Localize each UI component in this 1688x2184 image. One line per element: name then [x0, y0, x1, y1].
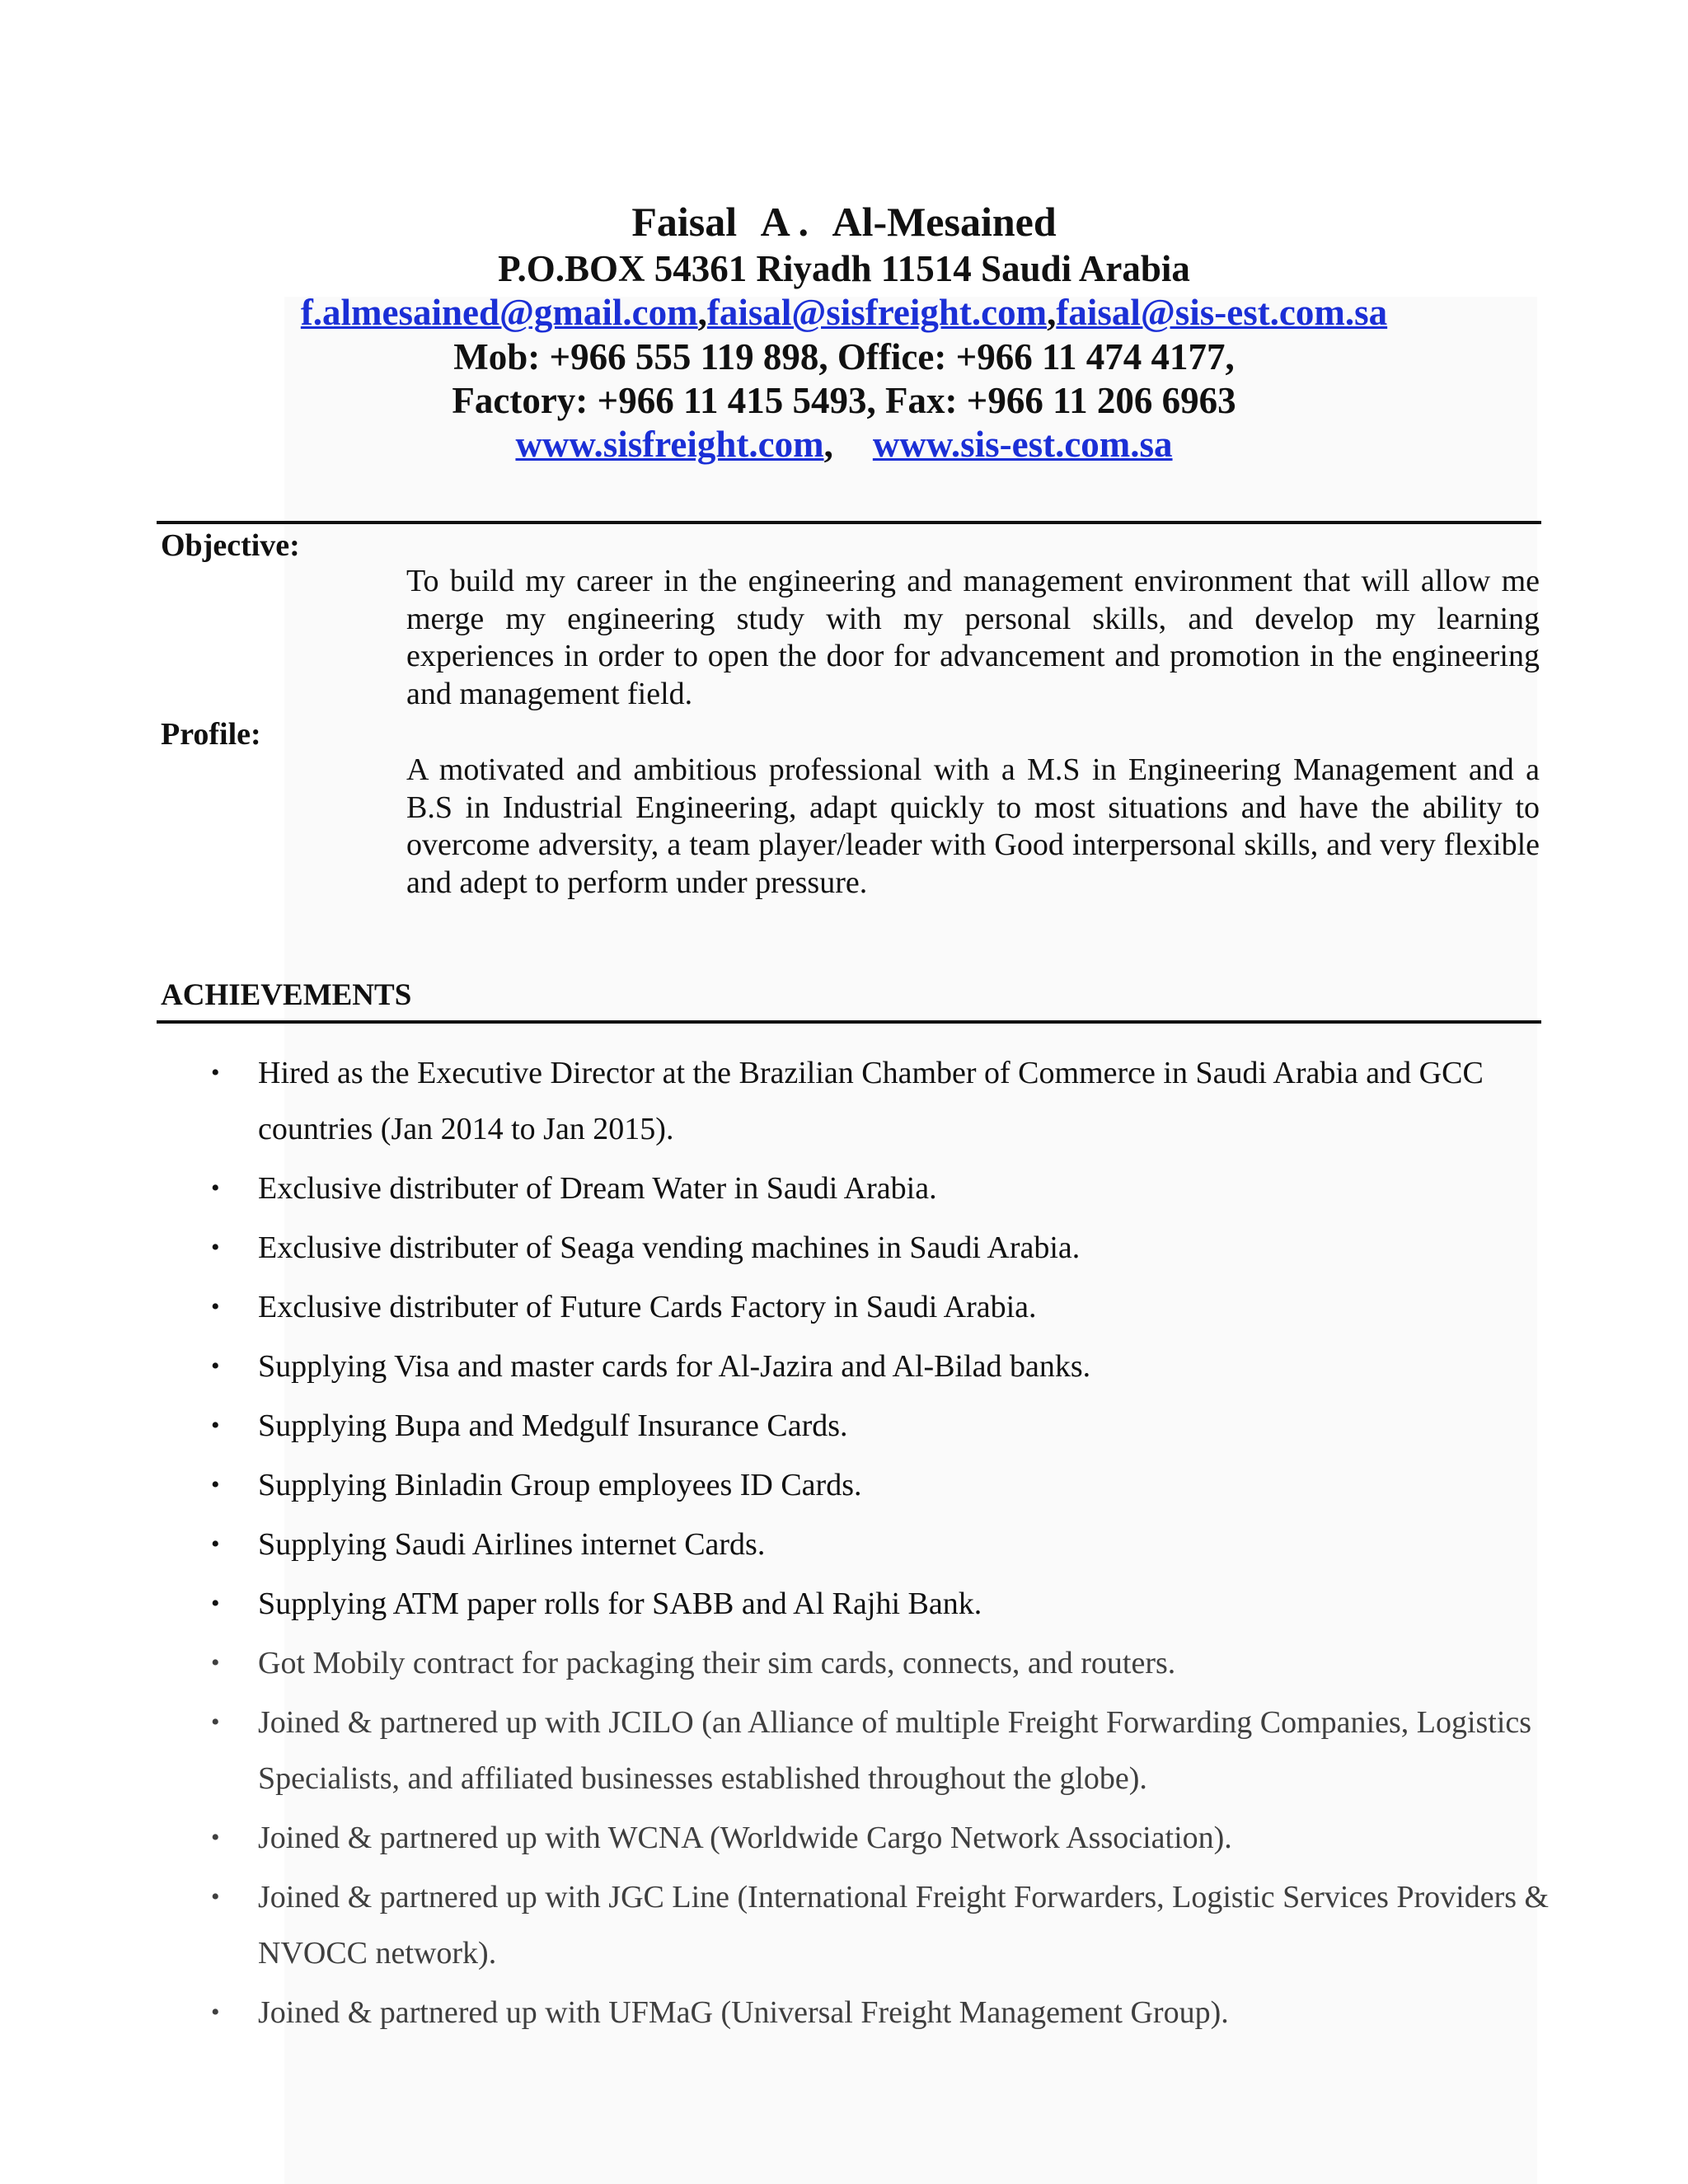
bullet-icon: •	[211, 1059, 220, 1086]
profile-text: A motivated and ambitious professional with a M.S in Engineering Management and a B.S in Industrial Engineering, adapt quickly to most situations and have the ability to overcome adversity, a team player/leader with Good interpersonal skills, and very flexible and adept to perform under pressure.	[406, 752, 1540, 900]
achievements-heading: ACHIEVEMENTS	[161, 978, 412, 1012]
list-item: • Supplying ATM paper rolls for SABB and Al Rajhi Bank.	[157, 1576, 1558, 1632]
phone-numbers-line2: Factory: +966 11 415 5493, Fax: +966 11 206 6963	[452, 380, 1236, 421]
bullet-icon: •	[211, 1174, 220, 1202]
email-link-sis-est[interactable]: faisal@sis-est.com.sa	[1056, 292, 1388, 333]
address: P.O.BOX 54361 Riyadh 11514 Saudi Arabia	[498, 248, 1190, 289]
divider-top	[157, 521, 1541, 524]
objective-label: Objective:	[161, 528, 300, 563]
bullet-icon: •	[211, 1708, 220, 1736]
email-separator: ,	[1047, 292, 1057, 333]
bullet-icon: •	[211, 1352, 220, 1380]
bullet-icon: •	[211, 1824, 220, 1851]
profile-label: Profile:	[161, 717, 261, 752]
email-separator: ,	[697, 292, 707, 333]
list-item: • Hired as the Executive Director at the Brazilian Chamber of Commerce in Saudi Arabia and GCC countries (Jan 2014 to Jan 2015).	[157, 1045, 1558, 1157]
bullet-icon: •	[211, 1471, 220, 1498]
list-item: • Supplying Binladin Group employees ID Cards.	[157, 1457, 1558, 1513]
list-item: • Joined & partnered up with UFMaG (Universal Freight Management Group).	[157, 1985, 1558, 2041]
name-first: Faisal	[631, 199, 738, 245]
objective-text: To build my career in the engineering and management environment that will allow me merge my engineering study with my personal skills, and develop my learning experiences in order to open the door for advancement and promotion in the engineering and management field.	[406, 564, 1540, 711]
list-item: • Joined & partnered up with WCNA (Worldwide Cargo Network Association).	[157, 1810, 1558, 1866]
website-separator: ,	[823, 424, 833, 465]
website-link-sisfreight[interactable]: www.sisfreight.com	[515, 424, 824, 465]
bullet-icon: •	[211, 1999, 220, 2026]
achievements-list	[157, 1045, 1558, 2041]
website-list	[0, 423, 1688, 466]
bullet-icon: •	[211, 1234, 220, 1261]
list-item: • Joined & partnered up with JCILO (an Alliance of multiple Freight Forwarding Companies, Logistics Specialists, and affiliated businesses established throughout the globe).	[157, 1694, 1558, 1807]
email-link-sisfreight[interactable]: faisal@sisfreight.com	[706, 292, 1048, 333]
list-item: • Supplying Saudi Airlines internet Cards.	[157, 1516, 1558, 1572]
candidate-name	[0, 198, 1688, 246]
bullet-icon: •	[211, 1412, 220, 1439]
email-list	[0, 291, 1688, 334]
phone-numbers-line1: Mob: +966 555 119 898, Office: +966 11 474 4177,	[453, 336, 1235, 377]
bullet-icon: •	[211, 1883, 220, 1910]
list-item: • Exclusive distributer of Seaga vending machines in Saudi Arabia.	[157, 1220, 1558, 1276]
bullet-icon: •	[211, 1649, 220, 1676]
list-item: • Exclusive distributer of Future Cards Factory in Saudi Arabia.	[157, 1279, 1558, 1335]
bullet-icon: •	[211, 1293, 220, 1320]
list-item: • Joined & partnered up with JGC Line (International Freight Forwarders, Logistic Services Providers & NVOCC network).	[157, 1869, 1558, 1981]
divider-achievements	[157, 1020, 1541, 1024]
name-last: Al-Mesained	[832, 199, 1057, 245]
email-link-gmail[interactable]: f.almesained@gmail.com	[300, 292, 698, 333]
list-item: • Supplying Visa and master cards for Al-Jazira and Al-Bilad banks.	[157, 1338, 1558, 1394]
website-link-sis-est[interactable]: www.sis-est.com.sa	[872, 424, 1173, 465]
bullet-icon: •	[211, 1590, 220, 1617]
bullet-icon: •	[211, 1530, 220, 1558]
list-item: • Got Mobily contract for packaging their sim cards, connects, and routers.	[157, 1635, 1558, 1691]
list-item: • Supplying Bupa and Medgulf Insurance Cards.	[157, 1398, 1558, 1454]
list-item: • Exclusive distributer of Dream Water in Saudi Arabia.	[157, 1160, 1558, 1216]
name-middle: A .	[760, 199, 809, 245]
